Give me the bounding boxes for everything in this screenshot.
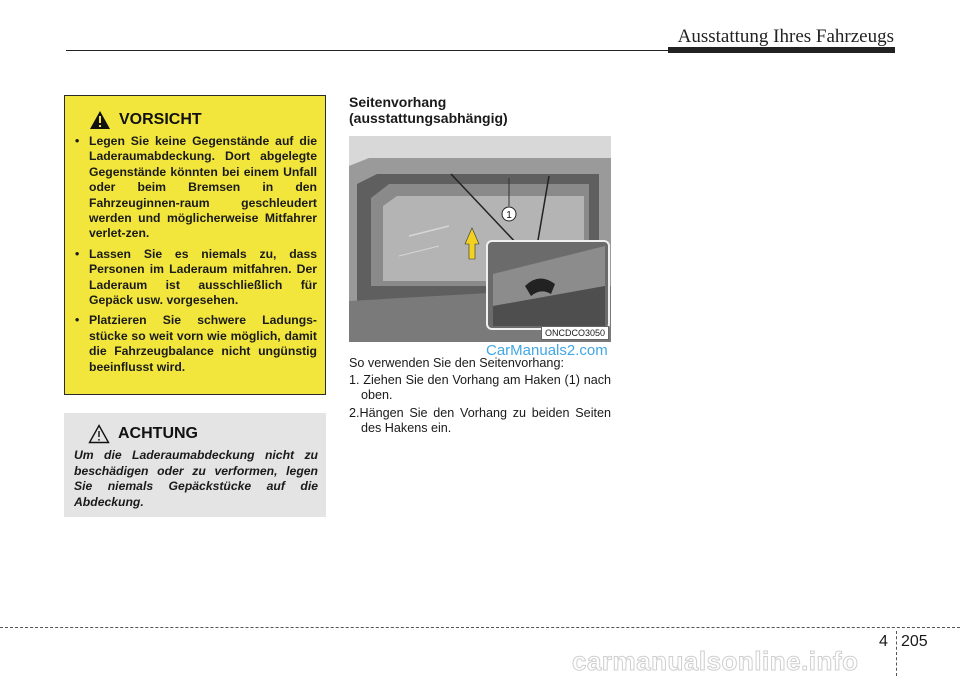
- notice-box: [64, 413, 326, 517]
- section-title: [349, 94, 508, 126]
- instruction-step: 2.Hängen Sie den Vorhang zu beiden Seiten des Hakens ein.: [349, 406, 611, 435]
- instructions-intro: So verwenden Sie den Seitenvorhang:: [349, 356, 564, 370]
- watermark-text: CarManuals2.com: [486, 342, 608, 359]
- caution-title: VORSICHT: [119, 111, 202, 128]
- footer-rule: [0, 627, 960, 628]
- caution-box: [64, 95, 326, 395]
- instructions: [349, 356, 611, 439]
- header-title: Ausstattung Ihres Fahrzeugs: [677, 26, 894, 47]
- notice-title: ACHTUNG: [118, 425, 198, 442]
- chapter-number: 4: [879, 633, 888, 650]
- caution-triangle-icon: [88, 424, 110, 444]
- side-curtain-illustration: [349, 136, 611, 342]
- figure-code: ONCDCO3050: [541, 326, 609, 340]
- warning-triangle-icon: [89, 110, 111, 130]
- caution-item: • Legen Sie keine Gegenstände auf die Laderaumabdeckung. Dort abgelegte Gegenstände könnten bei einem Unfall oder beim Bremsen in den Fahrzeuginnen-raum geschleudert werden und möglicherweise Mitfahrer verlet-zen.: [75, 134, 317, 242]
- header-rule-accent: [668, 47, 895, 53]
- footer-watermark: carmanualsonline.info: [572, 646, 859, 676]
- notice-text: Um die Laderaumabdeckung nicht zu beschädigen oder zu verformen, legen Sie niemals Gepäckstücke auf die Abdeckung.: [74, 448, 318, 509]
- page-number: 205: [901, 633, 928, 650]
- caution-item: • Lassen Sie es niemals zu, dass Personen im Laderaum mitfahren. Der Laderaum ist ausschließlich für Gepäck usw. vorgesehen.: [75, 247, 317, 309]
- notice-header: [88, 424, 318, 444]
- instructions-steps: [349, 373, 611, 436]
- side-curtain-figure: [349, 136, 611, 342]
- section-title-line2: (ausstattungsabhängig): [349, 110, 508, 126]
- caution-list: [75, 134, 317, 375]
- header-rule: [66, 50, 670, 51]
- footer-separator: [896, 631, 897, 676]
- caution-item: • Platzieren Sie schwere Ladungs-stücke so weit vorn wie möglich, damit die Fahrzeugbalance nicht ungünstig beeinflusst wird.: [75, 313, 317, 375]
- callout-label: 1: [506, 210, 512, 221]
- caution-header: [89, 110, 317, 130]
- section-title-line1: Seitenvorhang: [349, 94, 447, 110]
- instruction-step: 1. Ziehen Sie den Vorhang am Haken (1) nach oben.: [349, 373, 611, 402]
